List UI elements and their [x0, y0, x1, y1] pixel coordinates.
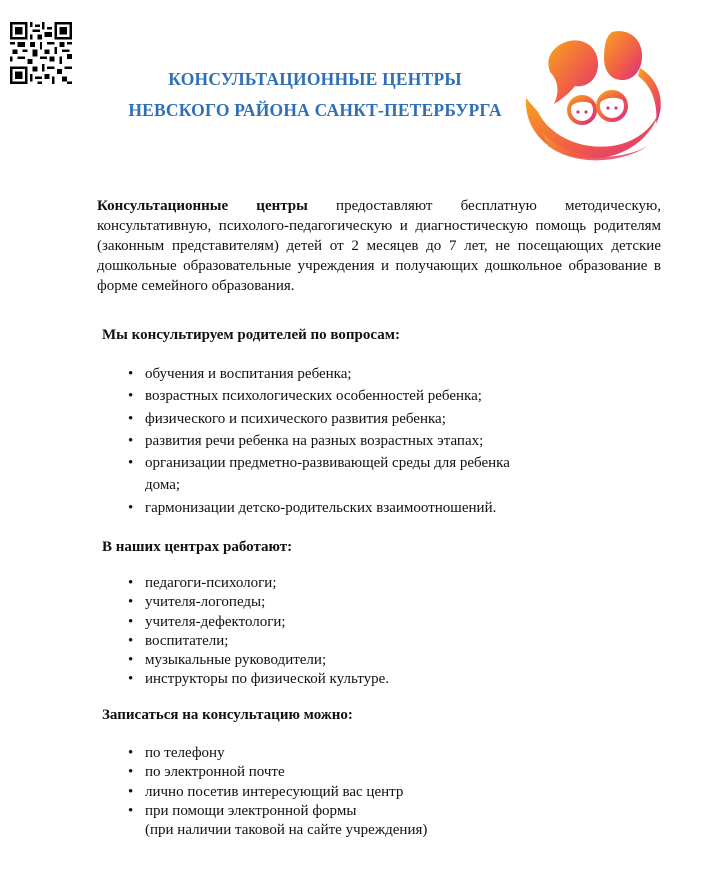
list-item: • учителя-логопеды;	[128, 593, 389, 612]
list-item: • возрастных психологических особенностей ребенка;	[128, 385, 510, 407]
title-line-2: НЕВСКОГО РАЙОНА САНКТ-ПЕТЕРБУРГА	[128, 100, 502, 120]
list-item: • гармонизации детско-родительских взаимоотношений.	[128, 497, 510, 519]
family-logo-icon	[520, 28, 670, 168]
list-item: • лично посетив интересующий вас центр	[128, 783, 427, 802]
page-title	[100, 64, 530, 126]
list-item: • по телефону	[128, 744, 427, 763]
list-item: • по электронной почте	[128, 763, 427, 782]
qr-code-icon	[10, 22, 72, 84]
list-item: • музыкальные руководители;	[128, 651, 389, 670]
topics-heading: Мы консультируем родителей по вопросам:	[102, 327, 400, 343]
list-item: • воспитатели;	[128, 632, 389, 651]
title-line-1: КОНСУЛЬТАЦИОННЫЕ ЦЕНТРЫ	[168, 69, 462, 89]
staff-list	[128, 574, 389, 690]
list-item: • при помощи электронной формы (при наличии таковой на сайте учреждения)	[128, 802, 427, 841]
list-item: • инструкторы по физической культуре.	[128, 670, 389, 689]
intro-paragraph	[97, 196, 661, 296]
list-item: • организации предметно-развивающей среды для ребенка дома;	[128, 452, 510, 497]
signup-heading: Записаться на консультацию можно:	[102, 707, 353, 723]
list-item: • учителя-дефектологи;	[128, 613, 389, 632]
signup-list	[128, 744, 427, 840]
intro-text: предоставляют бесплатную методическую, консультативную, психолого-педагогическую и диагностическую помощь родителям (законным представителям) детей от 2 месяцев до 7 лет, не посещающих детские дошкольные образовательные учреждения и получающих дошкольное образование в форме семейного образования.	[97, 198, 661, 294]
list-item: • развития речи ребенка на разных возрастных этапах;	[128, 430, 510, 452]
list-item: • физического и психического развития ребенка;	[128, 408, 510, 430]
list-item: • обучения и воспитания ребенка;	[128, 363, 510, 385]
intro-bold: Консультационные центры	[97, 198, 308, 214]
list-item: • педагоги-психологи;	[128, 574, 389, 593]
topics-list	[128, 363, 510, 519]
staff-heading: В наших центрах работают:	[102, 539, 293, 555]
